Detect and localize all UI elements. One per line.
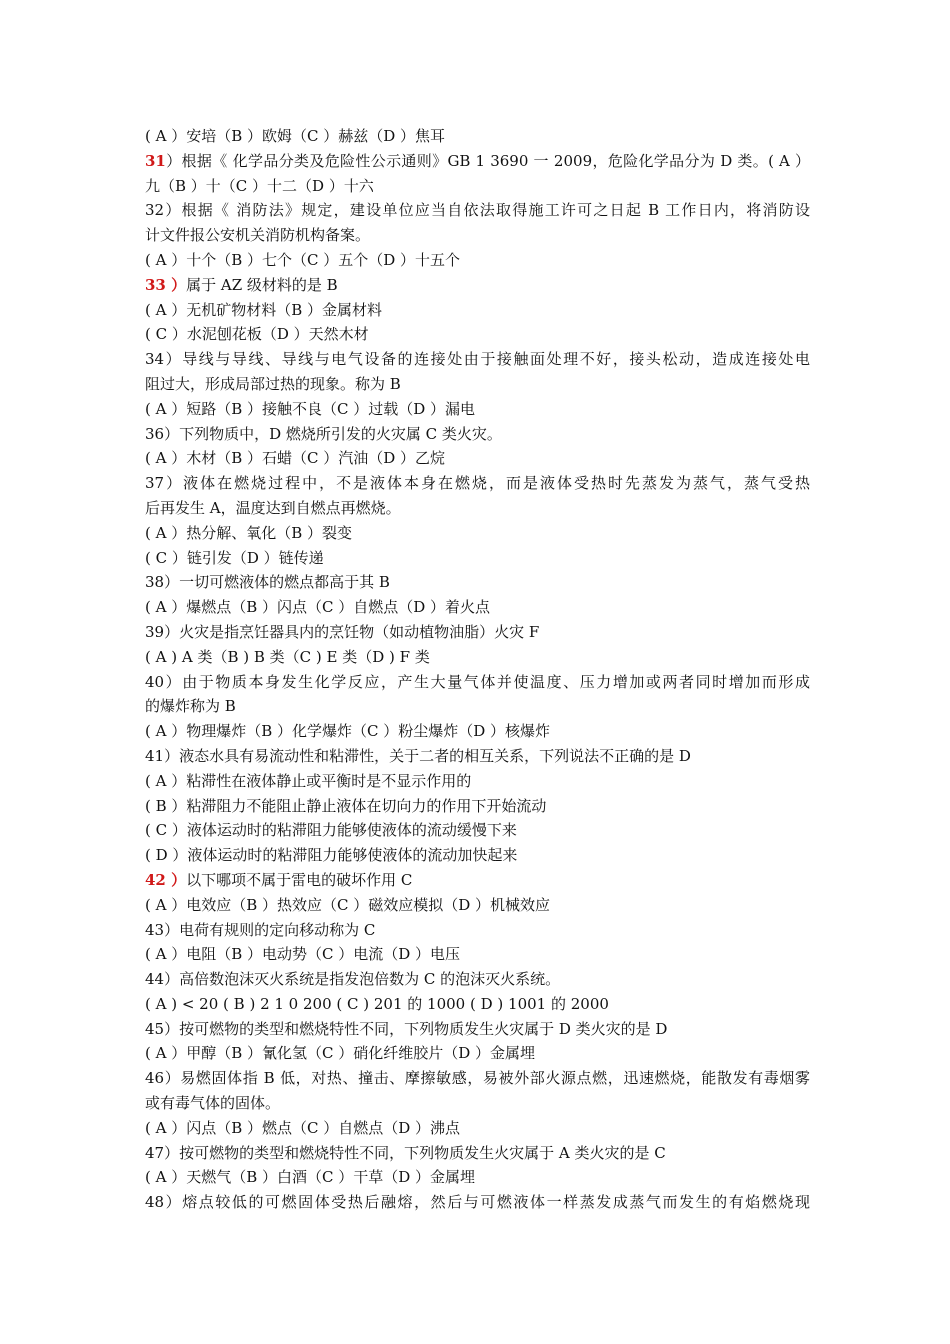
text-line bbox=[145, 992, 810, 1017]
line-text: ( A ）热分解、氧化（B ）裂变 bbox=[145, 523, 353, 542]
line-text: ）高倍数泡沫灭火系统是指发泡倍数为 C 的泡沫灭火系统。 bbox=[164, 970, 561, 989]
text-line bbox=[145, 645, 810, 670]
text-line bbox=[145, 298, 810, 323]
text-line bbox=[145, 570, 810, 595]
text-line bbox=[145, 273, 810, 298]
text-line bbox=[145, 149, 810, 174]
line-text: ( A ）电效应（B ）热效应（C ）磁效应模拟（D ）机械效应 bbox=[145, 895, 551, 914]
text-line bbox=[145, 496, 810, 521]
document-page bbox=[145, 124, 810, 1215]
line-text: ）液体在燃烧过程中，不是液体本身在燃烧，而是液体受热时先蒸发为蒸气，蒸气受热 bbox=[164, 474, 810, 493]
text-line bbox=[145, 471, 810, 496]
question-number: 45 bbox=[145, 1019, 165, 1038]
line-text: ( A ）短路（B ）接触不良（C ）过载（D ）漏电 bbox=[145, 399, 476, 418]
text-line bbox=[145, 1190, 810, 1215]
text-line bbox=[145, 1066, 810, 1091]
line-text: ( A ) < 20 ( B ) 2 1 0 200 ( C ) 201 的 1000 ( D ) 1001 的 2000 bbox=[145, 994, 609, 1013]
line-text: 以下哪项不属于雷电的破坏作用 C bbox=[186, 870, 413, 889]
question-number: 38 bbox=[145, 573, 165, 592]
line-text: ）按可燃物的类型和燃烧特性不同，下列物质发生火灾属于 D 类火灾的是 D bbox=[164, 1019, 668, 1038]
line-text: ( A ）无机矿物材料（B ）金属材料 bbox=[145, 300, 383, 319]
line-text: ）按可燃物的类型和燃烧特性不同，下列物质发生火灾属于 A 类火灾的是 C bbox=[164, 1143, 666, 1162]
line-text: ）液态水具有易流动性和粘滞性，关于二者的相互关系，下列说法不正确的是 D bbox=[164, 746, 691, 765]
question-number: 33 ） bbox=[145, 275, 187, 294]
question-number: 31 bbox=[145, 151, 166, 170]
text-line bbox=[145, 322, 810, 347]
text-line bbox=[145, 546, 810, 571]
text-line bbox=[145, 422, 810, 447]
line-text: ( A ）天燃气（B ）白酒（C ）干草（D ）金属埋 bbox=[145, 1168, 476, 1187]
line-text: ）根据《 化学品分类及危险性公示通则》GB 1 3690 一 2009，危险化学品分为 D 类。( A ） bbox=[165, 151, 810, 170]
text-line bbox=[145, 918, 810, 943]
question-number: 44 bbox=[145, 970, 165, 989]
line-text: ( A ）物理爆炸（B ）化学爆炸（C ）粉尘爆炸（D ）核爆炸 bbox=[145, 722, 551, 741]
line-text: 阻过大，形成局部过热的现象。称为 B bbox=[145, 374, 401, 393]
question-number: 34 bbox=[145, 350, 165, 369]
text-line bbox=[145, 670, 810, 695]
text-line bbox=[145, 1091, 810, 1116]
text-line bbox=[145, 372, 810, 397]
question-number: 40 bbox=[145, 672, 165, 691]
line-text: ）火灾是指烹饪器具内的烹饪物（如动植物油脂）火灾 F bbox=[164, 622, 540, 641]
line-text: ( A ）爆燃点（B ）闪点（C ）自燃点（D ）着火点 bbox=[145, 598, 491, 617]
question-number: 42 ） bbox=[145, 870, 187, 889]
line-text: ( C ）水泥刨花板（D ）天然木材 bbox=[145, 325, 369, 344]
text-line bbox=[145, 719, 810, 744]
line-text: ）一切可燃液体的燃点都高于其 B bbox=[164, 573, 390, 592]
text-line bbox=[145, 124, 810, 149]
line-text: ( A ）安培（B ）欧姆（C ）赫兹（D ）焦耳 bbox=[145, 127, 446, 145]
text-line bbox=[145, 446, 810, 471]
text-line bbox=[145, 595, 810, 620]
text-line bbox=[145, 794, 810, 819]
line-text: 九（B ）十（C ）十二（D ）十六 bbox=[145, 176, 374, 195]
text-line bbox=[145, 1141, 810, 1166]
question-number: 47 bbox=[145, 1143, 165, 1162]
text-line bbox=[145, 248, 810, 273]
line-text: ( C ）液体运动时的粘滞阻力能够使液体的流动缓慢下来 bbox=[145, 821, 517, 840]
text-line bbox=[145, 1116, 810, 1141]
text-line bbox=[145, 223, 810, 248]
question-number: 48 bbox=[145, 1193, 165, 1212]
text-line bbox=[145, 198, 810, 223]
line-text: 后再发生 A，温度达到自燃点再燃烧。 bbox=[145, 498, 401, 517]
question-number: 32 bbox=[145, 201, 165, 220]
question-number: 39 bbox=[145, 622, 165, 641]
line-text: ( A ）电阻（B ）电动势（C ）电流（D ）电压 bbox=[145, 945, 461, 964]
text-line bbox=[145, 620, 810, 645]
line-text: ）由于物质本身发生化学反应，产生大量气体并使温度、压力增加或两者同时增加而形成 bbox=[164, 672, 810, 691]
question-number: 43 bbox=[145, 920, 165, 939]
line-text: 属于 AZ 级材料的是 B bbox=[186, 275, 338, 294]
text-line bbox=[145, 967, 810, 992]
text-line bbox=[145, 1041, 810, 1066]
line-text: ( A ）甲醇（B ）氰化氢（C ）硝化纤维胶片（D ）金属埋 bbox=[145, 1044, 536, 1063]
text-line bbox=[145, 744, 810, 769]
text-line bbox=[145, 868, 810, 893]
line-text: ( A ）粘滞性在液体静止或平衡时是不显示作用的 bbox=[145, 771, 472, 790]
line-text: ）导线与导线、导线与电气设备的连接处由于接触面处理不好，接头松动，造成连接处电 bbox=[164, 350, 810, 369]
question-number: 37 bbox=[145, 474, 165, 493]
question-number: 36 bbox=[145, 424, 165, 443]
text-line bbox=[145, 347, 810, 372]
line-text: ( D ）液体运动时的粘滞阻力能够使液体的流动加快起来 bbox=[145, 846, 518, 865]
line-text: 计文件报公安机关消防机构备案。 bbox=[145, 226, 371, 245]
line-text: ）易燃固体指 B 低，对热、撞击、摩擦敏感，易被外部火源点燃，迅速燃烧，能散发有毒烟雾 bbox=[164, 1069, 810, 1088]
text-line bbox=[145, 1165, 810, 1190]
line-text: ( A ）十个（B ）七个（C ）五个（D ）十五个 bbox=[145, 250, 461, 269]
line-text: ( A ) A 类（B ) B 类（C ) E 类（D ) F 类 bbox=[145, 647, 430, 666]
text-line bbox=[145, 397, 810, 422]
text-line bbox=[145, 174, 810, 199]
line-text: ）熔点较低的可燃固体受热后融熔，然后与可燃液体一样蒸发成蒸气而发生的有焰燃烧现 bbox=[164, 1193, 810, 1212]
text-line bbox=[145, 769, 810, 794]
line-text: ）下列物质中，D 燃烧所引发的火灾属 C 类火灾。 bbox=[164, 424, 502, 443]
line-text: 的爆炸称为 B bbox=[145, 697, 236, 716]
line-text: ( A ）闪点（B ）燃点（C ）自燃点（D ）沸点 bbox=[145, 1118, 461, 1137]
question-number: 46 bbox=[145, 1069, 165, 1088]
text-line bbox=[145, 1017, 810, 1042]
question-number: 41 bbox=[145, 746, 165, 765]
line-text: ( A ）木材（B ）石蜡（C ）汽油（D ）乙烷 bbox=[145, 449, 446, 468]
text-line bbox=[145, 521, 810, 546]
line-text: ( B ）粘滞阻力不能阻止静止液体在切向力的作用下开始流动 bbox=[145, 796, 547, 815]
line-text: ( C ）链引发（D ）链传递 bbox=[145, 548, 324, 567]
line-text: 或有毒气体的固体。 bbox=[145, 1094, 281, 1113]
line-text: ）电荷有规则的定向移动称为 C bbox=[164, 920, 376, 939]
text-line bbox=[145, 942, 810, 967]
text-line bbox=[145, 843, 810, 868]
text-line bbox=[145, 818, 810, 843]
line-text: ）根据《 消防法》规定，建设单位应当自依法取得施工许可之日起 B 工作日内，将消防设 bbox=[164, 201, 810, 220]
text-line bbox=[145, 893, 810, 918]
text-line bbox=[145, 694, 810, 719]
